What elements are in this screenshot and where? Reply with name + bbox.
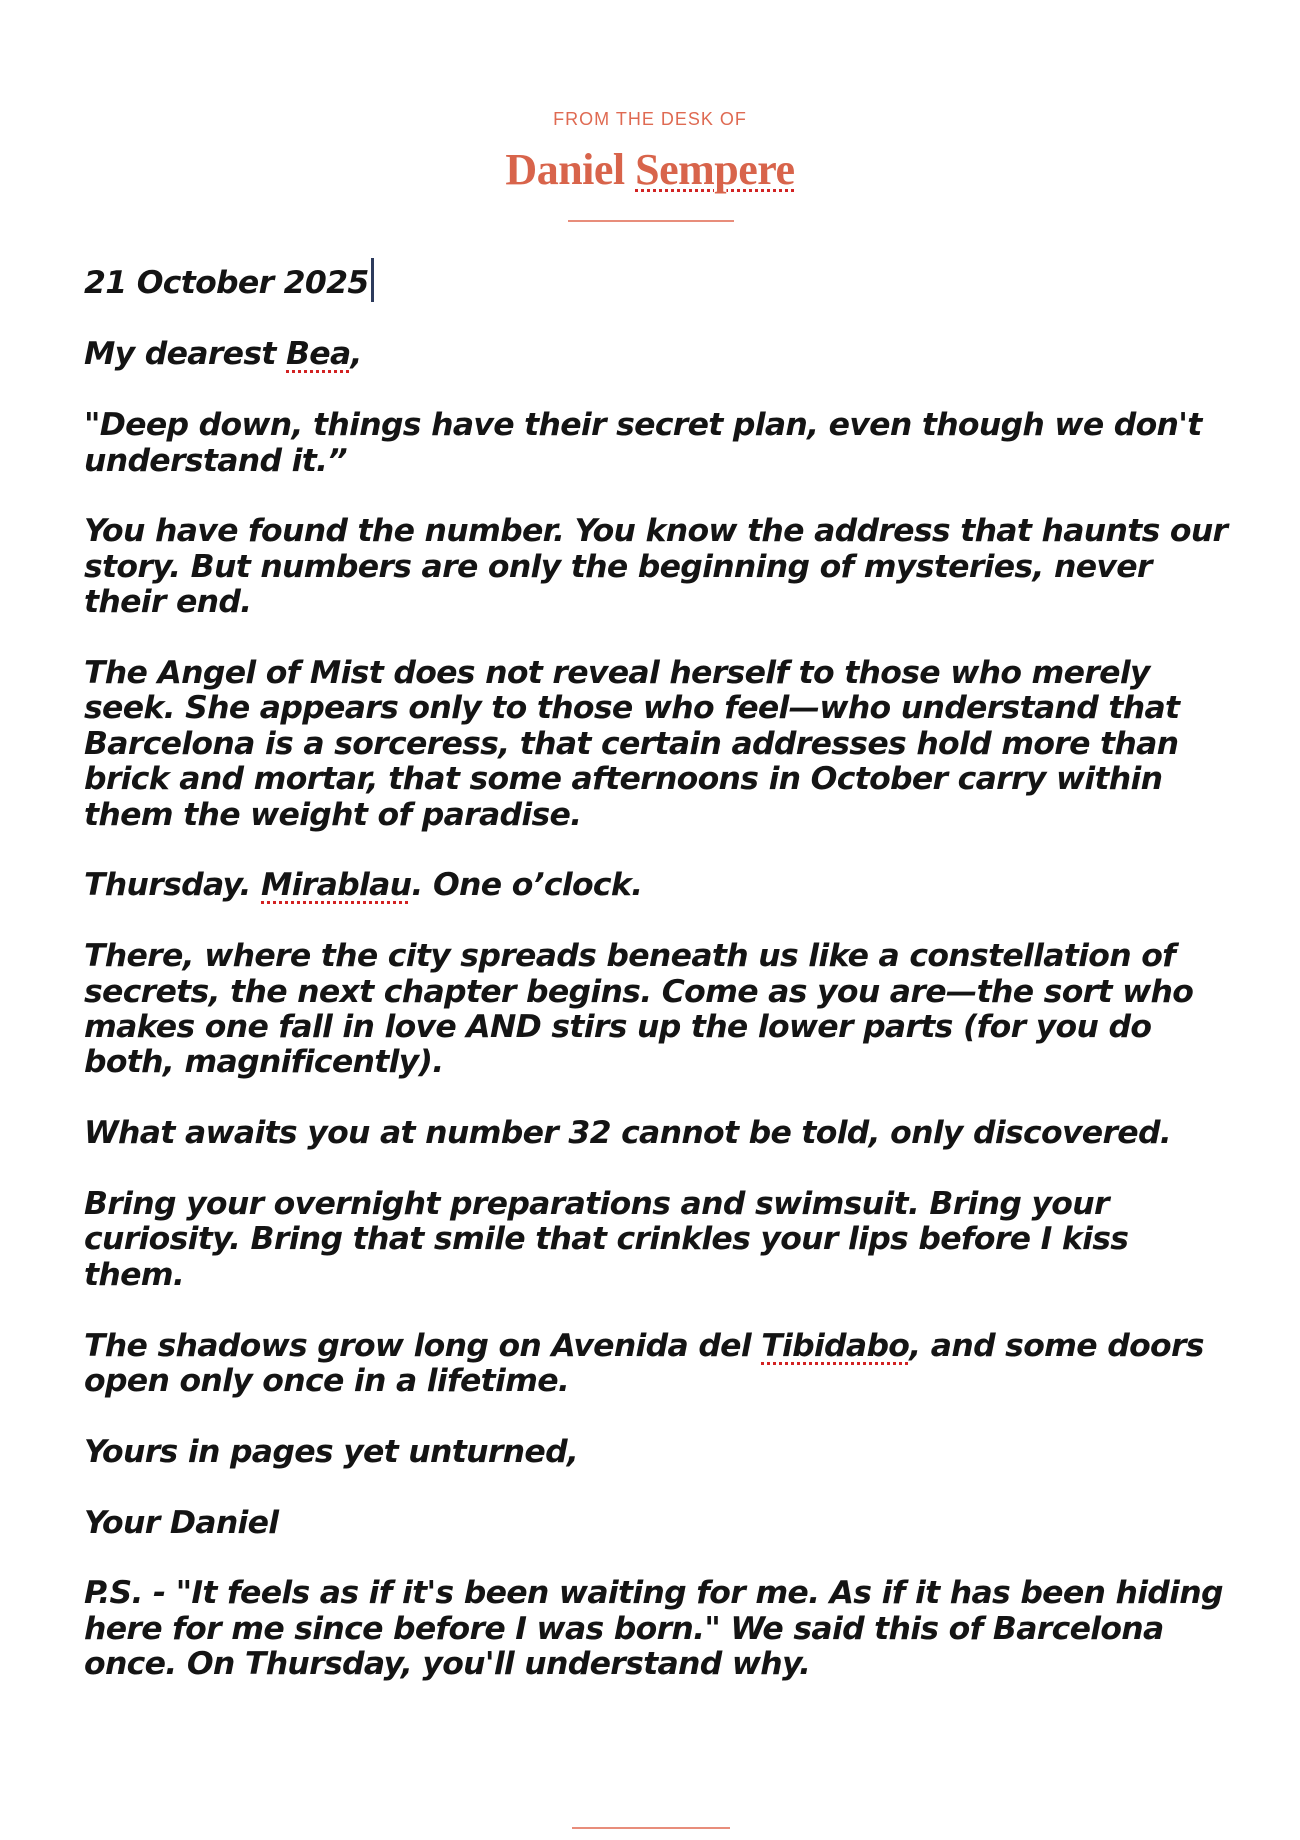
paragraph-number-32: What awaits you at number 32 cannot be told, only discovered.: [84, 1115, 1172, 1152]
shadows-place: Tibidabo: [761, 1327, 910, 1364]
meeting-time: . One o’clock.: [411, 867, 643, 904]
letter-body[interactable]: [84, 258, 1234, 1718]
paragraph-quote: "Deep down, things have their secret plan, even though we don't understand it.”: [84, 407, 1202, 479]
letterhead-name: [0, 144, 1300, 196]
header-divider: [568, 220, 734, 222]
paragraph-shadows: [84, 1329, 1234, 1400]
paragraph-bring: Bring your overnight preparations and swimsuit. Bring your curiosity. Bring that smile that crinkles your lips before I kiss them.: [84, 1186, 1129, 1293]
shadows-end: , and some doors open only once in a lifetime.: [84, 1327, 1204, 1400]
meeting-day: Thursday.: [84, 867, 262, 904]
paragraph-angel: The Angel of Mist does not reveal herself to those who merely seek. She appears only to those who feel—who understand that Barcelona is a sorceress, that certain addresses hold more than brick and mortar, that some afternoons in October carry within them the weight of paradise.: [84, 655, 1180, 833]
letterhead-last-name: Sempere: [635, 145, 795, 194]
letterhead: [0, 108, 1300, 196]
shadows-start: The shadows grow long on Avenida del: [84, 1327, 762, 1364]
meeting-place: Mirablau: [261, 867, 412, 904]
salutation-punctuation: ,: [350, 336, 362, 373]
closing: Yours in pages yet unturned,: [84, 1433, 579, 1470]
letter-date-line: [84, 258, 1234, 302]
text-cursor: [371, 258, 374, 302]
postscript: P.S. - "It feels as if it's been waiting for me. As if it has been hiding here for me since before I was born." We said this of Barcelona once. On Thursday, you'll understand why.: [84, 1575, 1223, 1683]
letterhead-eyebrow: FROM THE DESK OF: [553, 109, 747, 129]
signature: Your Daniel: [84, 1504, 279, 1541]
paragraph-number: You have found the number. You know the address that haunts our story. But numbers are only the beginning of mysteries, never their end.: [84, 513, 1228, 621]
paragraph-chapter: There, where the city spreads beneath us like a constellation of secrets, the next chapter begins. Come as you are—the sort who makes one fall in love AND stirs up the lower parts (for you do both, magnificently).: [84, 938, 1194, 1081]
salutation-text: My dearest: [84, 336, 286, 373]
paragraph-meeting: [84, 868, 1234, 903]
salutation: [84, 337, 1234, 372]
letter-date: 21 October 2025: [84, 265, 369, 301]
salutation-name: Bea: [286, 336, 351, 373]
letterhead-first-name: Daniel: [505, 145, 625, 194]
footer-divider: [572, 1827, 730, 1829]
